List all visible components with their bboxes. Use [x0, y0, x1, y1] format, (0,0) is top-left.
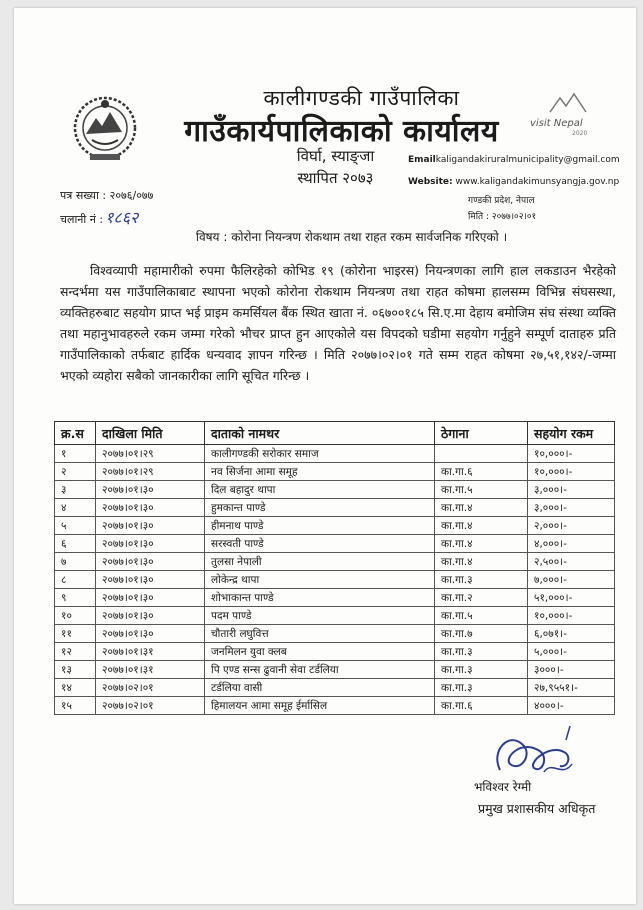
table-row	[55, 589, 615, 607]
cell-donor: कालीगण्डकी सरोकार समाज	[205, 445, 435, 463]
table-row	[55, 625, 615, 643]
cell-amount: २,०००।-	[528, 517, 615, 535]
table-header-row	[55, 422, 615, 445]
signatory-title: प्रमुख प्रशासकीय अधिकृत	[478, 801, 596, 816]
cell-donor: हुमकान्त पाण्डे	[205, 499, 435, 517]
cell-date: २०७७।०१।३१	[96, 661, 205, 679]
table-row	[55, 679, 615, 697]
cell-amount: ४०००।-	[528, 697, 615, 715]
cell-address: का.गा.४	[435, 499, 528, 517]
municipality-name: कालीगण्डकी गाउँपालिका	[263, 86, 460, 110]
cell-donor: चौतारी लघुवित्त	[205, 625, 435, 643]
cell-serial: २	[55, 463, 96, 481]
cell-serial: ८	[55, 571, 96, 589]
cell-address: का.गा.३	[435, 679, 528, 697]
cell-address: का.गा.५	[435, 607, 528, 625]
cell-donor: सरस्वती पाण्डे	[205, 535, 435, 553]
visit-nepal-text: visit Nepal	[530, 118, 583, 129]
cell-amount: ७,०००।-	[528, 571, 615, 589]
table-row	[55, 499, 615, 517]
cell-date: २०७७।०१।२९	[96, 463, 205, 481]
cell-serial: १४	[55, 679, 96, 697]
cell-amount: २,५००।-	[528, 553, 615, 571]
cell-address: का.गा.४	[435, 553, 528, 571]
table-row	[55, 571, 615, 589]
dispatch-number: १८६२	[105, 208, 139, 227]
cell-address: का.गा.६	[435, 697, 528, 715]
table-row	[55, 661, 615, 679]
table-row	[55, 643, 615, 661]
cell-serial: ५	[55, 517, 96, 535]
cell-donor: लोकेन्द्र थापा	[205, 571, 435, 589]
office-location: विर्घा, स्याङ्जा	[296, 147, 375, 165]
cell-address: का.गा.३	[435, 643, 528, 661]
letter-body: विश्वव्यापी महामारीको रुपमा फैलिरहेको कोभिड १९ (कोरोना भाइरस) नियन्त्रणका लागि हाल लकडाउन भैरहेको सन्दर्भमा यस गाउँपालिकाबाट स्थापना भएको कोरोना रोकथाम नियन्त्रण तथा राहत कोषमा हालसम्म विभिन्न संघसस्था, व्यक्तिहरुबाट सहयोग प्राप्त भई प्राइम कमर्सियल बैंक स्थित खाता नं. ०६७००१८५ सि.ए.मा देहाय बमोजिम संघ संस्था व्यक्ति तथा महानुभावहरुले रकम जम्मा गरेको भौचर प्राप्त हुन आएकोले यस विपदको घडीमा सहयोग गर्नुहुने सम्पूर्ण दाताहरु प्रति गाउँपालिकाको तर्फबाट हार्दिक धन्यवाद ज्ञापन गरिन्छ । मिति २०७७।०२।०१ गते सम्म राहत कोषमा २७,५१,१४२/-जम्मा भएको व्यहोरा सबैको जानकारीका लागि सूचित गरिन्छ ।	[60, 263, 616, 383]
cell-serial: १३	[55, 661, 96, 679]
visit-nepal-year: 2020	[572, 130, 588, 137]
cell-donor: हिमालयन आमा समूह ईर्मासिल	[205, 697, 435, 715]
cell-address: का.गा.४	[435, 535, 528, 553]
cell-date: २०७७।०१।३०	[96, 607, 205, 625]
cell-address: का.गा.७	[435, 625, 528, 643]
cell-date: २०७७।०२।०१	[96, 697, 205, 715]
cell-donor: टर्डलिया वासी	[205, 679, 435, 697]
cell-address: का.गा.४	[435, 517, 528, 535]
table-row	[55, 697, 615, 715]
cell-amount: १०,०००।-	[528, 607, 615, 625]
column-header-donor: दाताको नामथर	[205, 422, 435, 445]
website-line	[408, 177, 619, 187]
cell-date: २०७७।०१।३०	[96, 499, 205, 517]
cell-amount: ५,०००।-	[528, 643, 615, 661]
cell-serial: १२	[55, 643, 96, 661]
cell-serial: ९	[55, 589, 96, 607]
cell-donor: पदम पाण्डे	[205, 607, 435, 625]
cell-amount: ३,०००।-	[528, 481, 615, 499]
cell-donor: दिल बहादुर थापा	[205, 481, 435, 499]
cell-serial: ६	[55, 535, 96, 553]
website-label: Website:	[408, 177, 453, 187]
cell-date: २०७७।०१।३०	[96, 517, 205, 535]
cell-date: २०७७।०१।३०	[96, 589, 205, 607]
cell-serial: ४	[55, 499, 96, 517]
cell-address: का.गा.३	[435, 661, 528, 679]
column-header-amount: सहयोग रकम	[528, 422, 615, 445]
cell-date: २०७७।०१।३०	[96, 625, 205, 643]
established-year: स्थापित २०७३	[297, 169, 374, 187]
cell-address	[435, 445, 528, 463]
dispatch-label: चलानी नं :	[60, 213, 104, 226]
column-header-address: ठेगाना	[435, 422, 528, 445]
cell-address: का.गा.२	[435, 589, 528, 607]
email-line	[408, 155, 620, 165]
letter-subject: विषय : कोरोना नियन्त्रण रोकथाम तथा राहत रकम सार्वजनिक गरिएको ।	[195, 230, 508, 244]
cell-serial: ७	[55, 553, 96, 571]
cell-amount: १०,०००।-	[528, 445, 615, 463]
cell-date: २०७७।०१।३०	[96, 553, 205, 571]
cell-amount: ६,०७१।-	[528, 625, 615, 643]
cell-amount: ४,०००।-	[528, 535, 615, 553]
cell-date: २०७७।०१।३०	[96, 571, 205, 589]
table-row	[55, 607, 615, 625]
cell-donor: नव सिर्जना आमा समूह	[205, 463, 435, 481]
signatory-name: भविश्वर रेग्मी	[474, 780, 532, 794]
cell-address: का.गा.३	[435, 571, 528, 589]
letter-date: मिति : २०७७।०२।०१	[468, 212, 537, 222]
cell-amount: ५१,०००।-	[528, 589, 615, 607]
table-row	[55, 463, 615, 481]
cell-donor: जनमिलन युवा क्लब	[205, 643, 435, 661]
cell-serial: ११	[55, 625, 96, 643]
table-row	[55, 517, 615, 535]
cell-date: २०७७।०१।३०	[96, 535, 205, 553]
cell-serial: १५	[55, 697, 96, 715]
letter-number: पत्र सख्या : २०७६/०७७	[60, 189, 154, 202]
cell-address: का.गा.६	[435, 463, 528, 481]
province-line: गण्डकी प्रदेश, नेपाल	[468, 196, 535, 206]
cell-date: २०७७।०१।३०	[96, 481, 205, 499]
website-url: www.kaligandakimunsyangja.gov.np	[455, 177, 620, 187]
cell-amount: ३,०००।-	[528, 499, 615, 517]
cell-date: २०७७।०१।२९	[96, 445, 205, 463]
cell-donor: शोभाकान्त पाण्डे	[205, 589, 435, 607]
column-header-serial: क्र.स	[55, 422, 96, 445]
table-row	[55, 481, 615, 499]
table-row	[55, 535, 615, 553]
donation-table	[54, 421, 615, 715]
cell-amount: ३०००।-	[528, 661, 615, 679]
email-label: Email	[408, 155, 436, 165]
cell-serial: १०	[55, 607, 96, 625]
cell-date: २०७७।०२।०१	[96, 679, 205, 697]
cell-serial: ३	[55, 481, 96, 499]
cell-amount: २७,९५५१।-	[528, 679, 615, 697]
cell-serial: १	[55, 445, 96, 463]
column-header-date: दाखिला मिति	[96, 422, 205, 445]
table-row	[55, 445, 615, 463]
table-row	[55, 553, 615, 571]
email-address: kaligandakiruralmunicipality@gmail.com	[435, 155, 620, 165]
cell-date: २०७७।०१।३१	[96, 643, 205, 661]
cell-address: का.गा.५	[435, 481, 528, 499]
cell-amount: १०,०००।-	[528, 463, 615, 481]
dispatch-number-line	[60, 206, 138, 228]
cell-donor: पि एण्ड सन्स ढुवानी सेवा टर्डलिया	[205, 661, 435, 679]
cell-donor: तुलसा नेपाली	[205, 553, 435, 571]
office-name: गाउँकार्यपालिकाको कार्यालय	[184, 114, 499, 149]
cell-donor: हीमनाथ पाण्डे	[205, 517, 435, 535]
